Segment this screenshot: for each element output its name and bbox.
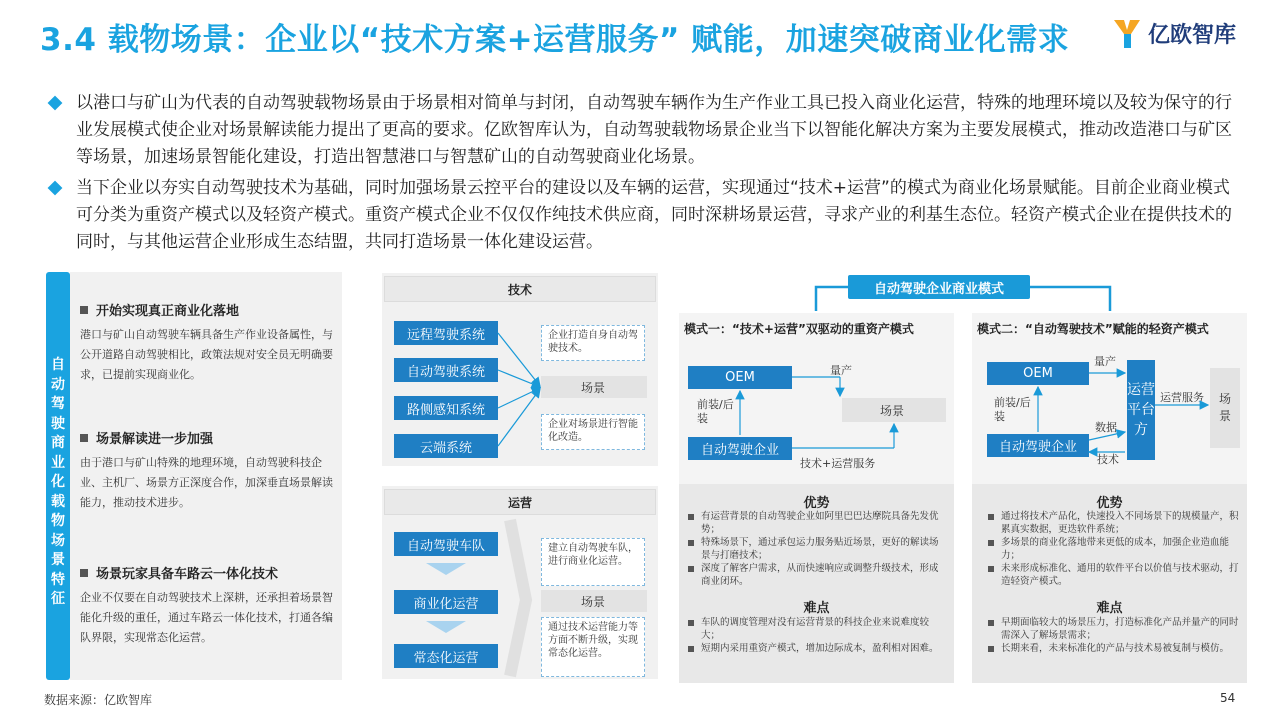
feature-title: 场景玩家具备车路云一体化技术	[96, 567, 279, 582]
list-item: 早期面临较大的场景压力，打造标准化产品并量产的同时需深入了解场景需求；	[988, 617, 1240, 642]
normalized-ops-box: 常态化运营	[394, 644, 498, 668]
commercial-ops-box: 商业化运营	[394, 590, 498, 614]
diamond-bullet-icon	[48, 96, 63, 111]
down-arrow-icon	[426, 621, 466, 633]
feature-text: 港口与矿山自动驾驶车辆具备生产作业设备属性，与公开道路自动驾驶相比，政策法规对安全员无明确要求，已提前实现商业化。	[80, 328, 333, 381]
ops-header: 运营	[384, 489, 656, 515]
autonomous-fleet-box: 自动驾驶车队	[394, 532, 498, 556]
square-bullet-icon	[988, 514, 994, 520]
mode1-difficulties-list	[688, 617, 944, 657]
square-bullet-icon	[688, 566, 694, 572]
mode1-difficulties-title: 难点	[803, 601, 830, 616]
list-item: 车队的调度管理对没有运营背景的科技企业来说难度较大；	[688, 617, 944, 642]
mode2-label-production: 量产	[1094, 355, 1116, 368]
square-bullet-icon	[688, 540, 694, 546]
list-item: 长期来看，未来标准化的产品与技术易被复制与模仿。	[988, 643, 1240, 656]
mode1-label-service: 技术+运营服务	[800, 457, 876, 470]
list-item: 多场景的商业化落地带来更低的成本，加强企业造血能力；	[988, 537, 1240, 562]
list-item: 有运营背景的自动驾驶企业如阿里巴巴达摩院具备先发优势；	[688, 511, 944, 536]
mode2-difficulties-list	[988, 617, 1240, 657]
square-bullet-icon	[688, 514, 694, 520]
square-bullet-icon	[988, 540, 994, 546]
feature-item	[80, 563, 336, 648]
mode2-label-tech: 技术	[1097, 453, 1119, 466]
roadside-perception-box: 路侧感知系统	[394, 396, 498, 420]
business-model-title: 自动驾驶企业商业模式	[848, 275, 1030, 299]
page-number: 54	[1220, 691, 1236, 705]
tech-note-top: 企业打造自身自动驾驶技术。	[541, 325, 645, 361]
diamond-bullet-icon	[48, 181, 63, 196]
page-title: 3.4 载物场景：企业以“技术方案+运营服务” 赋能，加速突破商业化需求	[40, 22, 1070, 58]
square-bullet-icon	[988, 620, 994, 626]
square-bullet-icon	[988, 646, 994, 652]
mode2-label-data: 数据	[1095, 421, 1117, 434]
left-panel-vertical-label: 自动驾驶商业化载物场景特征	[51, 357, 65, 607]
mode1-advantages-list	[688, 511, 944, 589]
down-arrow-icon	[426, 563, 466, 575]
mode2-advantages-title: 优势	[1096, 496, 1123, 511]
mode2-scene: 场景	[1210, 368, 1240, 448]
mode1-label-install: 前装/后装	[697, 398, 734, 425]
tech-note-bottom: 企业对场景进行智能化改造。	[541, 414, 645, 450]
mode2-label-install: 前装/后装	[994, 396, 1031, 423]
square-bullet-icon	[688, 620, 694, 626]
autonomous-driving-box: 自动驾驶系统	[394, 358, 498, 382]
list-item: 深度了解客户需求，从而快速响应或调整升级技术，形成商业闭环。	[688, 563, 944, 588]
feature-item	[80, 300, 336, 385]
list-item: 短期内采用重资产模式，增加边际成本，盈利相对困难。	[688, 643, 944, 656]
list-item: 通过将技术产品化，快速投入不同场景下的规模量产，积累真实数据，更迭软件系统；	[988, 511, 1240, 536]
mode1-advantages-title: 优势	[803, 496, 830, 511]
intro-bullet-text: 当下企业以夯实自动驾驶技术为基础，同时加强场景云控平台的建设以及车辆的运营，实现通过“技术+运营”的模式为商业化场景赋能。目前企业商业模式可分类为重资产模式以及轻资产模式。重资产模式企业不仅仅作纯技术供应商，同时深耕场景运营，寻求产业的利基生态位。轻资产模式企业在提供技术的同时，与其他运营企业形成生态结盟，共同打造场景一体化建设运营。	[76, 178, 1232, 252]
mode1-oem-box: OEM	[688, 366, 792, 389]
list-item: 未来形成标准化、通用的软件平台以价值与技术驱动，打造轻资产模式。	[988, 563, 1240, 588]
ops-scene: 场景	[541, 590, 647, 612]
intro-bullet	[44, 90, 1244, 171]
list-item: 特殊场景下，通过承包运力服务贴近场景，更好的解读场景与打磨技术；	[688, 537, 944, 562]
mode1-label-production: 量产	[830, 364, 852, 377]
feature-item	[80, 428, 336, 513]
mode2-company-box: 自动驾驶企业	[987, 434, 1089, 457]
intro-bullet	[44, 175, 1244, 256]
mode2-platform-box: 运营平台方	[1127, 360, 1155, 460]
mode1-company-box: 自动驾驶企业	[688, 437, 792, 460]
remote-driving-box: 远程驾驶系统	[394, 321, 498, 345]
feature-text: 企业不仅要在自动驾驶技术上深耕，还承担着场景智能化升级的重任，通过车路云一体化技术，打通各编队界限，实现常态化运营。	[80, 591, 333, 644]
feature-title: 场景解读进一步加强	[96, 432, 214, 447]
mode1-title: 模式一：“技术+运营”双驱动的重资产模式	[684, 322, 914, 336]
mode2-difficulties-title: 难点	[1096, 601, 1123, 616]
feature-text: 由于港口与矿山特殊的地理环境，自动驾驶科技企业、主机厂、场景方正深度合作，加深垂直场景解读能力，推动技术进步。	[80, 456, 333, 509]
mode2-oem-box: OEM	[987, 362, 1089, 385]
logo	[1112, 16, 1236, 50]
mode2-title: 模式二：“自动驾驶技术”赋能的轻资产模式	[977, 322, 1209, 336]
feature-title: 开始实现真正商业化落地	[96, 304, 240, 319]
square-bullet-icon	[80, 306, 88, 314]
logo-text: 亿欧智库	[1148, 22, 1237, 48]
tech-scene: 场景	[541, 376, 647, 398]
square-bullet-icon	[688, 646, 694, 652]
square-bullet-icon	[80, 569, 88, 577]
logo-icon	[1112, 16, 1142, 50]
square-bullet-icon	[988, 566, 994, 572]
mode2-label-ops-service: 运营服务	[1160, 391, 1204, 404]
square-bullet-icon	[80, 434, 88, 442]
data-source: 数据来源：亿欧智库	[44, 693, 153, 707]
intro-bullet-text: 以港口与矿山为代表的自动驾驶载物场景由于场景相对简单与封闭，自动驾驶车辆作为生产作业工具已投入商业化运营，特殊的地理环境以及较为保守的行业发展模式使企业对场景解读能力提出了更高的要求。亿欧智库认为，自动驾驶载物场景企业当下以智能化解决方案为主要发展模式，推动改造港口与矿区等场景，加速场景智能化建设，打造出智慧港口与智慧矿山的自动驾驶商业化场景。	[76, 93, 1232, 167]
ops-note-bottom: 通过技术运营能力等方面不断升级，实现常态化运营。	[541, 617, 645, 677]
cloud-system-box: 云端系统	[394, 434, 498, 458]
mode1-scene: 场景	[842, 398, 946, 422]
intro-bullets	[44, 90, 1244, 260]
tech-header: 技术	[384, 276, 656, 302]
ops-note-top: 建立自动驾驶车队，进行商业化运营。	[541, 538, 645, 586]
mode2-advantages-list	[988, 511, 1240, 589]
